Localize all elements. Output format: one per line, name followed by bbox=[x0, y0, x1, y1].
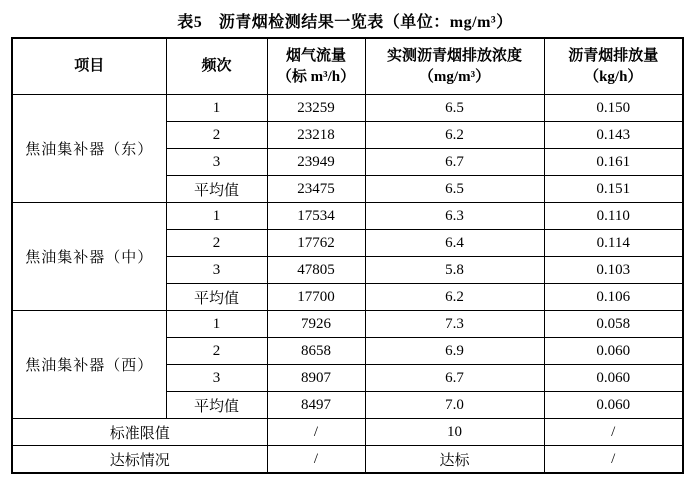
freq-cell: 2 bbox=[166, 230, 267, 257]
flow-cell: 23949 bbox=[267, 149, 365, 176]
emission-cell: / bbox=[544, 419, 683, 446]
freq-cell: 2 bbox=[166, 338, 267, 365]
table-row-compliance bbox=[12, 446, 683, 474]
freq-cell: 1 bbox=[166, 203, 267, 230]
emission-cell: 0.161 bbox=[544, 149, 683, 176]
header-flow-line2: （标 m³/h） bbox=[276, 68, 356, 85]
table-row bbox=[12, 203, 683, 230]
conc-cell: 6.3 bbox=[365, 203, 544, 230]
freq-cell: 1 bbox=[166, 95, 267, 122]
flow-cell: / bbox=[267, 446, 365, 474]
freq-cell: 1 bbox=[166, 311, 267, 338]
group-name-cell-west: 焦油集补器（西） bbox=[12, 311, 166, 419]
emission-cell: 0.150 bbox=[544, 95, 683, 122]
table-row-standard-limit bbox=[12, 419, 683, 446]
conc-cell: 6.5 bbox=[365, 176, 544, 203]
header-concentration-line1: 实测沥青烟排放浓度 bbox=[386, 47, 522, 64]
conc-cell: 10 bbox=[365, 419, 544, 446]
flow-cell: 17762 bbox=[267, 230, 365, 257]
results-table bbox=[11, 37, 684, 474]
conc-cell: 6.7 bbox=[365, 365, 544, 392]
emission-cell: 0.103 bbox=[544, 257, 683, 284]
flow-cell: 23259 bbox=[267, 95, 365, 122]
flow-cell: 47805 bbox=[267, 257, 365, 284]
freq-cell: 2 bbox=[166, 122, 267, 149]
conc-cell: 7.3 bbox=[365, 311, 544, 338]
flow-cell: / bbox=[267, 419, 365, 446]
conc-cell: 6.7 bbox=[365, 149, 544, 176]
header-item: 项目 bbox=[12, 38, 166, 95]
flow-cell: 8497 bbox=[267, 392, 365, 419]
conc-cell: 6.2 bbox=[365, 122, 544, 149]
freq-cell-average: 平均值 bbox=[166, 284, 267, 311]
footer-label-cell: 达标情况 bbox=[12, 446, 267, 474]
emission-cell: 0.106 bbox=[544, 284, 683, 311]
emission-cell: 0.110 bbox=[544, 203, 683, 230]
footer-label-cell: 标准限值 bbox=[12, 419, 267, 446]
conc-cell: 6.5 bbox=[365, 95, 544, 122]
header-concentration-line2: （mg/m³） bbox=[418, 68, 491, 85]
emission-cell: 0.151 bbox=[544, 176, 683, 203]
conc-cell: 达标 bbox=[365, 446, 544, 474]
group-name-cell-middle: 焦油集补器（中） bbox=[12, 203, 166, 311]
emission-cell: / bbox=[544, 446, 683, 474]
freq-cell-average: 平均值 bbox=[166, 392, 267, 419]
emission-cell: 0.143 bbox=[544, 122, 683, 149]
freq-cell: 3 bbox=[166, 365, 267, 392]
table-row bbox=[12, 95, 683, 122]
header-flow-line1: 烟气流量 bbox=[285, 47, 346, 64]
table-row bbox=[12, 311, 683, 338]
emission-cell: 0.060 bbox=[544, 338, 683, 365]
conc-cell: 7.0 bbox=[365, 392, 544, 419]
header-emission bbox=[544, 38, 683, 95]
header-emission-line1: 沥青烟排放量 bbox=[568, 47, 659, 64]
header-concentration bbox=[365, 38, 544, 95]
conc-cell: 5.8 bbox=[365, 257, 544, 284]
flow-cell: 17534 bbox=[267, 203, 365, 230]
header-emission-line2: （kg/h） bbox=[584, 68, 643, 85]
freq-cell: 3 bbox=[166, 257, 267, 284]
flow-cell: 17700 bbox=[267, 284, 365, 311]
conc-cell: 6.9 bbox=[365, 338, 544, 365]
flow-cell: 8658 bbox=[267, 338, 365, 365]
freq-cell-average: 平均值 bbox=[166, 176, 267, 203]
emission-cell: 0.058 bbox=[544, 311, 683, 338]
flow-cell: 8907 bbox=[267, 365, 365, 392]
emission-cell: 0.060 bbox=[544, 392, 683, 419]
flow-cell: 23218 bbox=[267, 122, 365, 149]
header-frequency: 频次 bbox=[166, 38, 267, 95]
table-title: 表5 沥青烟检测结果一览表（单位：mg/m³） bbox=[177, 14, 513, 31]
emission-cell: 0.114 bbox=[544, 230, 683, 257]
flow-cell: 23475 bbox=[267, 176, 365, 203]
freq-cell: 3 bbox=[166, 149, 267, 176]
emission-cell: 0.060 bbox=[544, 365, 683, 392]
group-name-cell-east: 焦油集补器（东） bbox=[12, 95, 166, 203]
conc-cell: 6.2 bbox=[365, 284, 544, 311]
flow-cell: 7926 bbox=[267, 311, 365, 338]
table-header-row bbox=[12, 38, 683, 95]
conc-cell: 6.4 bbox=[365, 230, 544, 257]
header-flow bbox=[267, 38, 365, 95]
